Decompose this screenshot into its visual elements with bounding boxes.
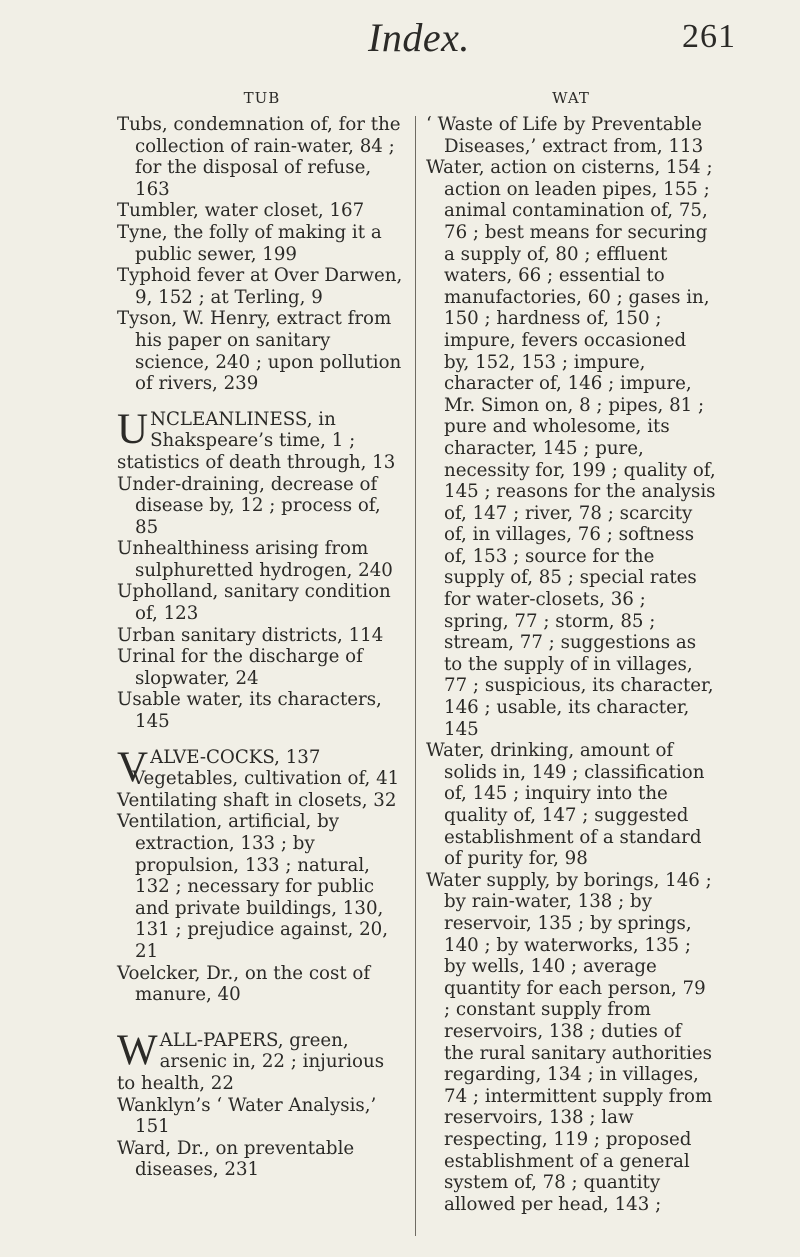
index-entry: Under-draining, decrease of disease by, 12 ; process of, 85 (117, 473, 381, 538)
section-first-entry-text: ALL-PAPERS, green, arsenic in, 22 ; injurious to health, 22 (117, 1029, 385, 1094)
index-entry: Ventilation, artificial, by extraction, 133 ; by propulsion, 133 ; natural, 132 ; necessary for public and private buildings, 130, 131 ; prejudice against, 20, 21 (117, 811, 389, 962)
section-gap (117, 395, 407, 409)
section-w (117, 1026, 407, 1181)
running-title: Index. (368, 15, 470, 60)
index-entry: Unhealthiness arising from sulphuretted hydrogen, 240 (117, 538, 393, 581)
index-entry: Tubs, condemnation of, for the collection of rain-water, 84 ; for the disposal of refuse, 163 (117, 114, 401, 200)
section-gap (117, 1006, 407, 1030)
section-first-entry-text: ALVE-COCKS, 137 (150, 746, 321, 768)
drop-cap-w: W (117, 1026, 158, 1074)
index-entry: Voelcker, Dr., on the cost of manure, 40 (117, 962, 371, 1006)
index-entry: Tyson, W. Henry, extract from his paper on sanitary science, 240 ; upon pollution of rivers, 239 (117, 308, 402, 395)
index-entry: Typhoid fever at Over Darwen, 9, 152 ; at Terling, 9 (117, 265, 403, 308)
index-entry: Wanklyn’s ‘ Water Analysis,’ 151 (117, 1094, 377, 1138)
index-entry: Water supply, by borings, 146 ; by rain-water, 138 ; by reservoir, 135 ; by springs, 140 ; by waterworks, 135 ; by wells, 140 ; average quantity for each person, 79 ; constant supply from reservoirs, 138 ; duties of the rural sanitary authorities regarding, 134 ; in villages, 74 ; intermittent supply from reservoirs, 138 ; law respecting, 119 ; proposed establishment of a general system of, 78 ; quantity allowed per head, 143 ; (426, 869, 713, 1215)
right-column-head: WAT (552, 89, 590, 107)
index-entry: Ward, Dr., on preventable diseases, 231 (117, 1137, 355, 1181)
index-entry: Urinal for the discharge of slopwater, 24 (117, 646, 363, 689)
section-first-entry (117, 405, 407, 474)
left-column-head: TUB (243, 89, 281, 107)
section-first-entry (117, 1026, 407, 1095)
index-entry: Water, action on cisterns, 154 ; action on leaden pipes, 155 ; animal contamination of, 75, 76 ; best means for securing a supply of, 80 ; effluent waters, 66 ; essential to manufactories, 60 ; gases in, 150 ; hardness of, 150 ; impure, fevers occasioned by, 152, 153 ; impure, character of, 146 ; impure, Mr. Simon on, 8 ; pipes, 81 ; pure and wholesome, its character, 145 ; pure, necessity for, 199 ; quality of, 145 ; reasons for the analysis of, 147 ; river, 78 ; scarcity of, in villages, 76 ; softness of, 153 ; source for the supply of, 85 ; special rates for water-closets, 36 ; spring, 77 ; storm, 85 ; stream, 77 ; suggestions as to the supply of in villages, 77 ; suspicious, its character, 146 ; usable, its character, 145 (426, 157, 716, 740)
drop-cap-u: U (117, 405, 149, 453)
left-column (117, 88, 407, 1181)
page-header (0, 8, 800, 68)
column-divider (415, 116, 416, 1236)
index-entry: Vegetables, cultivation of, 41 (132, 768, 400, 790)
index-entry: Usable water, its characters, 145 (117, 689, 382, 733)
index-entry: Ventilating shaft in closets, 32 (117, 789, 397, 811)
section-v (117, 743, 407, 1006)
drop-cap-v: V (117, 743, 149, 791)
index-entry: Tumbler, water closet, 167 (117, 200, 365, 222)
index-entry: ‘ Waste of Life by Preventable Diseases,’ extract from, 113 (426, 114, 704, 157)
index-entry: Upholland, sanitary condition of, 123 (117, 581, 391, 625)
index-entry: Urban sanitary districts, 114 (117, 624, 384, 646)
right-column (426, 88, 716, 1215)
section-first-entry-text: NCLEANLINESS, in Shakspeare’s time, 1 ; statistics of death through, 13 (117, 408, 396, 473)
index-entry: Water, drinking, amount of solids in, 149 ; classification of, 145 ; inquiry into the quality of, 147 ; suggested establishment of a standard of purity for, 98 (426, 740, 705, 870)
section-gap (117, 733, 407, 747)
section-u (117, 405, 407, 733)
page-number: 261 (682, 18, 736, 55)
index-entry: Tyne, the folly of making it a public sewer, 199 (117, 221, 382, 265)
